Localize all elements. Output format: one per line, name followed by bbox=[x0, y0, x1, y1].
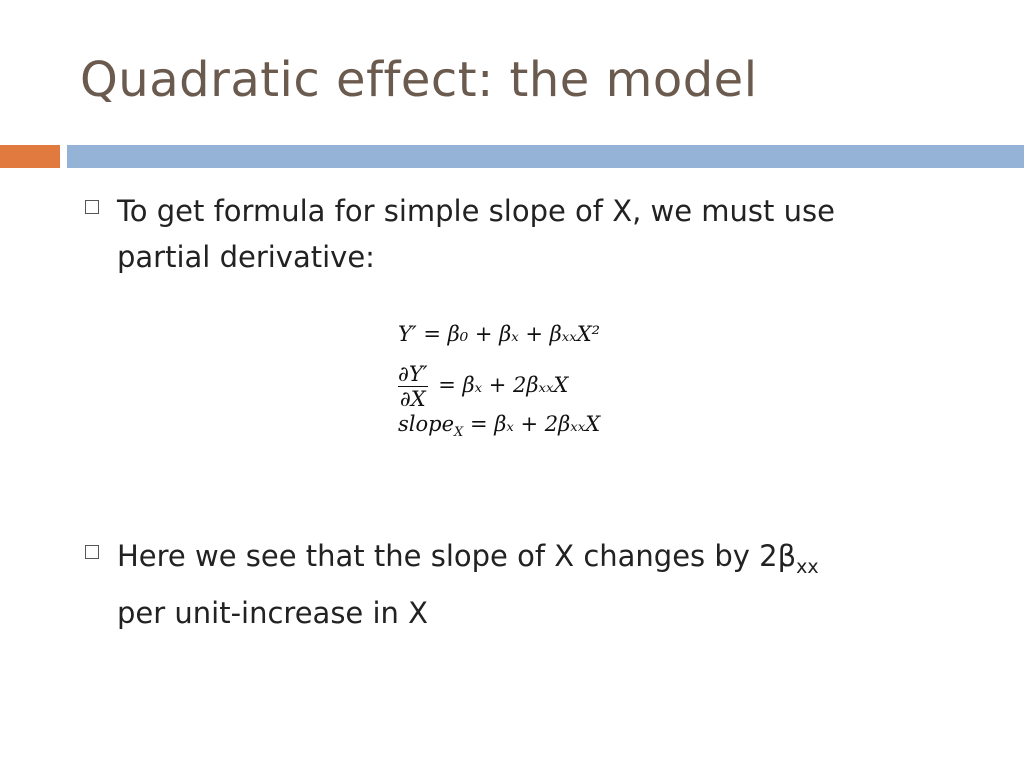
slide-title: Quadratic effect: the model bbox=[80, 52, 758, 108]
bullet-text-before: Here we see that the slope of X changes by 2β bbox=[117, 539, 797, 573]
eq2-denominator: ∂X bbox=[399, 387, 426, 411]
eq2-rhs: = βₓ + 2βₓₓX bbox=[438, 373, 569, 397]
eq1-lhs: Y′ bbox=[398, 322, 417, 346]
accent-bar-orange bbox=[0, 145, 60, 168]
bullet-item-1 bbox=[85, 188, 937, 280]
equation-1 bbox=[398, 322, 601, 346]
partial-fraction bbox=[398, 362, 428, 411]
eq3-sub: X bbox=[454, 425, 464, 440]
accent-bar-blue bbox=[67, 145, 1024, 168]
equation-2 bbox=[398, 362, 600, 411]
eq1-rhs: = β₀ + βₓ + βₓₓX² bbox=[423, 322, 601, 346]
equation-3 bbox=[398, 412, 601, 440]
eq3-rhs: = βₓ + 2βₓₓX bbox=[469, 412, 601, 436]
bullet-item-2 bbox=[85, 533, 937, 636]
bullet-square-icon bbox=[85, 200, 99, 214]
eq2-numerator: ∂Y′ bbox=[398, 362, 428, 386]
bullet-square-icon bbox=[85, 545, 99, 559]
equation-block bbox=[398, 322, 600, 456]
beta-subscript: xx bbox=[796, 556, 819, 578]
bullet-text bbox=[117, 533, 937, 636]
bullet-text-after: per unit-increase in X bbox=[117, 596, 429, 630]
bullet-text: To get formula for simple slope of X, we must use partial derivative: bbox=[117, 194, 835, 274]
eq3-lhs: slope bbox=[398, 412, 455, 436]
